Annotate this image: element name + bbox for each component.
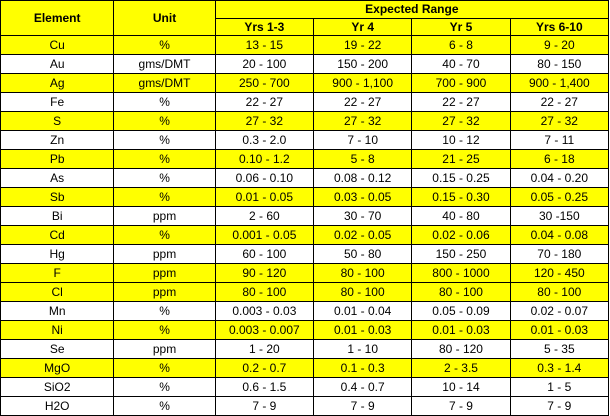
value-cell-yrs-1-3: 0.003 - 0.007 xyxy=(215,321,313,340)
value-cell-yr-4: 7 - 9 xyxy=(314,397,412,416)
value-cell-yr-4: 80 - 100 xyxy=(314,283,412,302)
value-cell-yrs-6-10: 27 - 32 xyxy=(510,112,608,131)
value-cell-yr-5: 80 - 100 xyxy=(412,283,510,302)
element-cell: H2O xyxy=(1,397,114,416)
unit-cell: % xyxy=(114,169,215,188)
value-cell-yrs-6-10: 22 - 27 xyxy=(510,93,608,112)
value-cell-yrs-1-3: 2 - 60 xyxy=(215,207,313,226)
value-cell-yr-4: 900 - 1,100 xyxy=(314,74,412,93)
unit-cell: % xyxy=(114,302,215,321)
table-row xyxy=(1,131,609,150)
table-row xyxy=(1,112,609,131)
value-cell-yr-5: 6 - 8 xyxy=(412,36,510,55)
value-cell-yr-4: 0.02 - 0.05 xyxy=(314,226,412,245)
value-cell-yr-4: 30 - 70 xyxy=(314,207,412,226)
value-cell-yrs-1-3: 1 - 20 xyxy=(215,340,313,359)
value-cell-yr-5: 22 - 27 xyxy=(412,93,510,112)
value-cell-yr-5: 21 - 25 xyxy=(412,150,510,169)
table-row xyxy=(1,397,609,416)
value-cell-yrs-6-10: 0.01 - 0.03 xyxy=(510,321,608,340)
element-cell: Se xyxy=(1,340,114,359)
table-row xyxy=(1,245,609,264)
value-cell-yr-5: 10 - 14 xyxy=(412,378,510,397)
value-cell-yrs-1-3: 20 - 100 xyxy=(215,55,313,74)
unit-cell: % xyxy=(114,321,215,340)
value-cell-yr-5: 40 - 80 xyxy=(412,207,510,226)
unit-cell: ppm xyxy=(114,207,215,226)
value-cell-yr-4: 80 - 100 xyxy=(314,264,412,283)
value-cell-yr-4: 27 - 32 xyxy=(314,112,412,131)
element-cell: Fe xyxy=(1,93,114,112)
element-cell: Au xyxy=(1,55,114,74)
value-cell-yr-5: 0.15 - 0.30 xyxy=(412,188,510,207)
table-row xyxy=(1,188,609,207)
value-cell-yr-4: 19 - 22 xyxy=(314,36,412,55)
element-cell: Mn xyxy=(1,302,114,321)
value-cell-yrs-1-3: 0.001 - 0.05 xyxy=(215,226,313,245)
value-cell-yrs-1-3: 0.06 - 0.10 xyxy=(215,169,313,188)
unit-cell: % xyxy=(114,36,215,55)
table-row xyxy=(1,302,609,321)
unit-cell: ppm xyxy=(114,264,215,283)
value-cell-yr-5: 27 - 32 xyxy=(412,112,510,131)
value-cell-yr-5: 0.15 - 0.25 xyxy=(412,169,510,188)
value-cell-yrs-6-10: 9 - 20 xyxy=(510,36,608,55)
value-cell-yrs-1-3: 22 - 27 xyxy=(215,93,313,112)
value-cell-yrs-1-3: 27 - 32 xyxy=(215,112,313,131)
value-cell-yrs-6-10: 0.04 - 0.20 xyxy=(510,169,608,188)
value-cell-yr-4: 1 - 10 xyxy=(314,340,412,359)
value-cell-yrs-1-3: 80 - 100 xyxy=(215,283,313,302)
value-cell-yrs-1-3: 90 - 120 xyxy=(215,264,313,283)
value-cell-yrs-6-10: 6 - 18 xyxy=(510,150,608,169)
value-cell-yrs-6-10: 120 - 450 xyxy=(510,264,608,283)
element-cell: SiO2 xyxy=(1,378,114,397)
value-cell-yr-4: 50 - 80 xyxy=(314,245,412,264)
value-cell-yrs-6-10: 70 - 180 xyxy=(510,245,608,264)
element-cell: Ni xyxy=(1,321,114,340)
element-cell: Sb xyxy=(1,188,114,207)
table-row xyxy=(1,74,609,93)
value-cell-yrs-1-3: 0.2 - 0.7 xyxy=(215,359,313,378)
element-cell: Hg xyxy=(1,245,114,264)
element-cell: MgO xyxy=(1,359,114,378)
element-cell: Zn xyxy=(1,131,114,150)
value-cell-yrs-1-3: 60 - 100 xyxy=(215,245,313,264)
value-cell-yr-4: 7 - 10 xyxy=(314,131,412,150)
value-cell-yr-4: 0.01 - 0.04 xyxy=(314,302,412,321)
value-cell-yrs-1-3: 0.003 - 0.03 xyxy=(215,302,313,321)
table-header xyxy=(1,1,609,36)
table-row xyxy=(1,283,609,302)
value-cell-yr-4: 5 - 8 xyxy=(314,150,412,169)
unit-cell: % xyxy=(114,188,215,207)
table-row xyxy=(1,340,609,359)
value-cell-yr-5: 10 - 12 xyxy=(412,131,510,150)
value-cell-yrs-1-3: 0.3 - 2.0 xyxy=(215,131,313,150)
value-cell-yr-4: 0.1 - 0.3 xyxy=(314,359,412,378)
value-cell-yrs-6-10: 0.05 - 0.25 xyxy=(510,188,608,207)
value-cell-yrs-6-10: 1 - 5 xyxy=(510,378,608,397)
value-cell-yrs-6-10: 5 - 35 xyxy=(510,340,608,359)
value-cell-yrs-6-10: 7 - 9 xyxy=(510,397,608,416)
value-cell-yrs-6-10: 30 -150 xyxy=(510,207,608,226)
value-cell-yrs-1-3: 0.01 - 0.05 xyxy=(215,188,313,207)
value-cell-yrs-1-3: 13 - 15 xyxy=(215,36,313,55)
value-cell-yr-5: 2 - 3.5 xyxy=(412,359,510,378)
value-cell-yrs-1-3: 0.10 - 1.2 xyxy=(215,150,313,169)
table-row xyxy=(1,378,609,397)
value-cell-yr-5: 80 - 120 xyxy=(412,340,510,359)
element-cell: As xyxy=(1,169,114,188)
period-header-yrs-6-10: Yrs 6-10 xyxy=(510,19,608,36)
table-row xyxy=(1,321,609,340)
table-body xyxy=(1,36,609,416)
value-cell-yrs-6-10: 900 - 1,400 xyxy=(510,74,608,93)
unit-column-header: Unit xyxy=(114,1,215,36)
unit-cell: gms/DMT xyxy=(114,55,215,74)
value-cell-yr-4: 22 - 27 xyxy=(314,93,412,112)
value-cell-yr-5: 150 - 250 xyxy=(412,245,510,264)
unit-cell: % xyxy=(114,397,215,416)
value-cell-yrs-6-10: 0.3 - 1.4 xyxy=(510,359,608,378)
element-cell: Cu xyxy=(1,36,114,55)
value-cell-yr-5: 800 - 1000 xyxy=(412,264,510,283)
unit-cell: ppm xyxy=(114,340,215,359)
value-cell-yrs-6-10: 0.04 - 0.08 xyxy=(510,226,608,245)
value-cell-yr-5: 0.02 - 0.06 xyxy=(412,226,510,245)
element-cell: Cd xyxy=(1,226,114,245)
value-cell-yr-5: 0.01 - 0.03 xyxy=(412,321,510,340)
unit-cell: % xyxy=(114,378,215,397)
expected-range-header: Expected Range xyxy=(215,1,608,19)
table-row xyxy=(1,93,609,112)
unit-cell: ppm xyxy=(114,283,215,302)
unit-cell: % xyxy=(114,150,215,169)
element-cell: Cl xyxy=(1,283,114,302)
value-cell-yr-4: 0.03 - 0.05 xyxy=(314,188,412,207)
value-cell-yr-4: 0.01 - 0.03 xyxy=(314,321,412,340)
unit-cell: % xyxy=(114,359,215,378)
value-cell-yrs-1-3: 250 - 700 xyxy=(215,74,313,93)
value-cell-yrs-1-3: 0.6 - 1.5 xyxy=(215,378,313,397)
table-row xyxy=(1,169,609,188)
table-row xyxy=(1,55,609,74)
unit-cell: ppm xyxy=(114,245,215,264)
value-cell-yr-5: 700 - 900 xyxy=(412,74,510,93)
value-cell-yr-4: 0.08 - 0.12 xyxy=(314,169,412,188)
element-cell: S xyxy=(1,112,114,131)
unit-cell: % xyxy=(114,93,215,112)
table-row xyxy=(1,359,609,378)
value-cell-yr-5: 40 - 70 xyxy=(412,55,510,74)
unit-cell: % xyxy=(114,226,215,245)
table-row xyxy=(1,36,609,55)
value-cell-yrs-6-10: 0.02 - 0.07 xyxy=(510,302,608,321)
element-cell: Bi xyxy=(1,207,114,226)
unit-cell: gms/DMT xyxy=(114,74,215,93)
element-cell: F xyxy=(1,264,114,283)
value-cell-yrs-6-10: 80 - 150 xyxy=(510,55,608,74)
unit-cell: % xyxy=(114,131,215,150)
value-cell-yrs-1-3: 7 - 9 xyxy=(215,397,313,416)
element-cell: Ag xyxy=(1,74,114,93)
value-cell-yr-4: 150 - 200 xyxy=(314,55,412,74)
value-cell-yr-5: 0.05 - 0.09 xyxy=(412,302,510,321)
table-row xyxy=(1,207,609,226)
unit-cell: % xyxy=(114,112,215,131)
value-cell-yrs-6-10: 80 - 100 xyxy=(510,283,608,302)
element-cell: Pb xyxy=(1,150,114,169)
period-header-yr-5: Yr 5 xyxy=(412,19,510,36)
period-header-yr-4: Yr 4 xyxy=(314,19,412,36)
element-column-header: Element xyxy=(1,1,114,36)
table-row xyxy=(1,264,609,283)
value-cell-yr-5: 7 - 9 xyxy=(412,397,510,416)
value-cell-yrs-6-10: 7 - 11 xyxy=(510,131,608,150)
table-row xyxy=(1,150,609,169)
period-header-yrs-1-3: Yrs 1-3 xyxy=(215,19,313,36)
table-row xyxy=(1,226,609,245)
value-cell-yr-4: 0.4 - 0.7 xyxy=(314,378,412,397)
